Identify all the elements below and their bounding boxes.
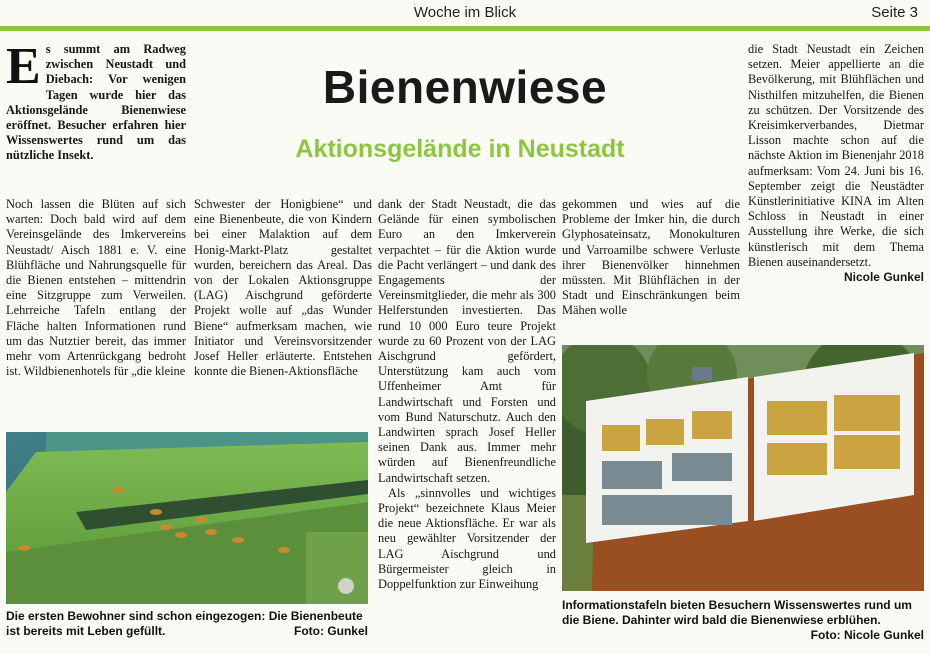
intro-text: s summt am Radweg zwischen Neustadt und Diebach: Vor wenigen Tagen wurde hier das Aktionsgelände Bienenwiese eröffnet. Besucher erfahren hier Wissenswertes rund um das nützliche Insekt.	[6, 42, 186, 163]
column-4-text: gekommen und wies auf die Probleme der Imker hin, die durch Glyphosateinsatz, Monokulturen und Varroamilbe schwere Verluste ihrer Bienenvölker hinnehmen müssten. Mit Blühflächen in der Stadt und Einschränkungen beim Mähen wolle	[562, 197, 740, 318]
beehive-caption-text: Die ersten Bewohner sind schon eingezogen: Die Bienenbeute ist bereits mit Leben gefüllt.	[6, 609, 363, 638]
beehive-illustration	[6, 432, 368, 604]
article-column-5	[748, 42, 924, 342]
column-1-text: Noch lassen die Blüten auf sich warten: Doch bald wird auf dem Vereinsgelände des Imkervereins Neustadt/ Aisch 1881 e. V. eine Blühfläche und Nahrungsquelle für die Bienen entstehen – mittendrin eine Sitzgruppe zum Verweilen. Lehrreiche Tafeln entlang der Fläche halten Informationen rund um das Nutztier bereit, das immer mehr vom Artenrückgang bedroht ist. Wildbienenhotels für „die kleine	[6, 197, 186, 379]
page-number: Seite 3	[871, 4, 918, 21]
article-column-1	[6, 197, 186, 425]
header-rule	[0, 26, 930, 31]
beehive-caption	[6, 609, 368, 639]
info-boards-illustration	[562, 345, 924, 591]
beehive-photo-credit: Foto: Gunkel	[294, 624, 368, 638]
column-3-text: dank der Stadt Neustadt, die das Gelände für einen symbolischen Euro an den Imkerverein verpachtet – für die Aktion wurde die Pacht verlängert – und dank des Engagements der Vereinsmitglieder, die mehr als 300 Helferstunden investierten. Das rund 10 000 Euro teure Projekt wurde zu 60 Prozent von der LAG Aischgrund gefördert, Unterstützung kam auch vom Uffenheimer Amt für Landwirtschaft und Forsten und vom Bund Naturschutz. Auch den Landwirten sprach Josef Heller seinen Dank aus. Immer mehr würden auf Bienenfreundliche Landwirtschaft setzen.	[378, 197, 556, 485]
column-2-text: Schwester der Honigbiene“ und eine Bienenbeute, die von Kindern bei einer Malaktion auf dem Honig-Markt-Platz gestaltet wurden, bereichern das Areal. Das von der Lokalen Aktionsgruppe (LAG) Aischgrund geförderte Projekt wolle auf „das Wunder Biene“ aufmerksam machen, wie Initiator und Vereinsvorsitzender Josef Heller erläuterte. Entstehen konnte die Bienen-Aktionsfläche	[194, 197, 372, 379]
article-column-4	[562, 197, 740, 333]
page-header	[0, 0, 930, 24]
beehive-photo	[6, 432, 368, 604]
subheadline: Aktionsgelände in Neustadt	[295, 135, 625, 163]
drop-cap: E	[6, 42, 41, 95]
article-column-3	[378, 197, 556, 645]
info-boards-photo-credit: Foto: Nicole Gunkel	[810, 628, 924, 642]
column-3-text-2: Als „sinnvolles und wichtiges Projekt“ bezeichnete Klaus Meier die neue Aktionsfläche. Er war als neu gewählter Vorsitzender der LAG Aischgrund und Bürgermeister gleich in Doppelfunktion zur Einweihung	[378, 485, 556, 592]
author-name: Nicole Gunkel	[843, 270, 924, 285]
info-boards-caption-text: Informationstafeln bieten Besuchern Wissenswertes rund um die Biene. Dahinter wird bald die Bienenwiese erblühen.	[562, 598, 912, 627]
column-5-text: die Stadt Neustadt ein Zeichen setzen. Meier appellierte an die Bevölkerung, mit Blühflächen und Nisthilfen mitzuhelfen, die Bienen zu schützen. Der Vorsitzende des Kreisimkerverbandes, Dietmar Lisson machte schon auf die nächste Aktion im Bienenjahr 2018 aufmerksam: Vom 24. Juni bis 16. September zeigt die Neustädter Künstlerinitiative KINA im Alten Schloss in Neustadt in einer Ausstellung ihre Werke, die sich künstlerisch mit dem Thema Bienen auseinandersetzt.	[748, 42, 924, 269]
info-boards-caption	[562, 598, 924, 643]
article-column-2	[194, 197, 372, 425]
section-title: Woche im Blick	[413, 4, 517, 21]
info-boards-photo	[562, 345, 924, 591]
headline: Bienenwiese	[322, 61, 608, 113]
intro-paragraph	[6, 42, 186, 192]
